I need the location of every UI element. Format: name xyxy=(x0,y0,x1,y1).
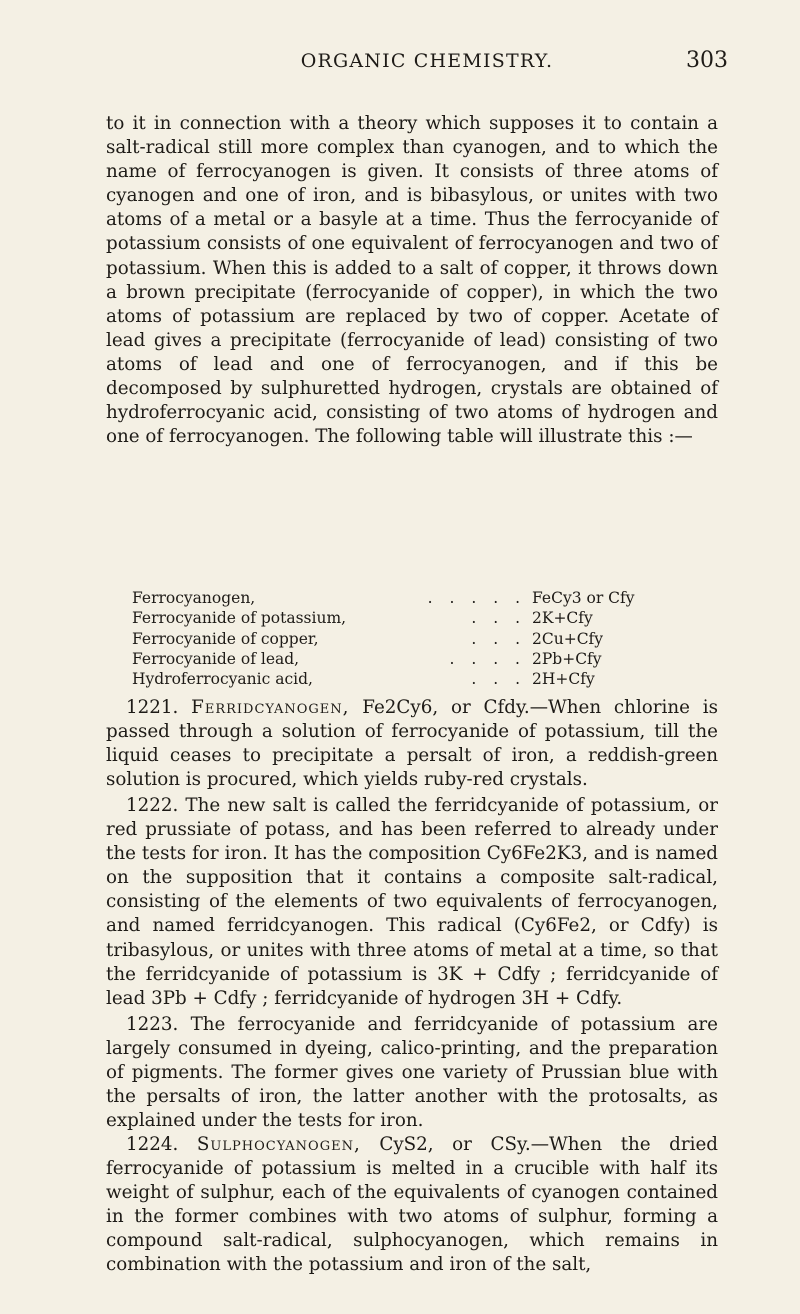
leader-dots: . . . . xyxy=(449,649,526,668)
paragraph-text: 1222. The new salt is called the ferridcyanide of potassium, or red prussiate of potass, and has been referred to already under the tests for iron. It has the composition Cy6Fe2K3, and is named on the supposition that it contains a composite salt-radical, consisting of the elements of two equivalents of ferrocyanogen, and named ferridcyanogen. This radical (Cy6Fe2, or Cdfy) is tribasylous, or unites with three atoms of metal at a time, so that the ferridcyanide of potassium is 3K + Cdfy ; ferridcyanide of lead 3Pb + Cdfy ; ferridcyanide of hydrogen 3H + Cdfy. xyxy=(106,795,718,1009)
compound-formula: 2Cu+Cfy xyxy=(532,629,604,648)
paragraph-1224 xyxy=(106,1133,718,1278)
compound-name: Ferrocyanide of lead, xyxy=(132,649,300,668)
leader-dots: . . . xyxy=(471,629,526,648)
paragraph-1222 xyxy=(106,794,718,1011)
leader-dots: . . . xyxy=(471,670,526,689)
compound-formula: 2K+Cfy xyxy=(532,609,593,628)
table-row xyxy=(132,649,722,669)
section-heading: Ferridcyanogen, xyxy=(191,697,350,718)
paragraph-number: 1224. xyxy=(126,1134,179,1155)
leader-dots: . . . . . xyxy=(427,589,526,607)
table-row xyxy=(132,629,722,649)
compound-name: Ferrocyanogen, xyxy=(132,589,256,607)
paragraph-text: 1223. The ferrocyanide and ferridcyanide of potassium are largely consumed in dyeing, calico-printing, and the preparation of pigments. The former gives one variety of Prussian blue with the persalts of iron, the latter another with the protosalts, as explained under the tests for iron. xyxy=(106,1014,718,1132)
ferrocyanide-table xyxy=(132,588,722,689)
paragraph-number: 1221. xyxy=(126,697,179,718)
compound-formula: 2Pb+Cfy xyxy=(532,649,602,668)
compound-formula: FeCy3 or Cfy xyxy=(532,589,635,607)
compound-name: Ferrocyanide of potassium, xyxy=(132,609,347,628)
compound-formula: 2H+Cfy xyxy=(532,670,595,689)
compound-name: Hydroferrocyanic acid, xyxy=(132,670,313,689)
page-header xyxy=(122,44,732,84)
paragraph-text: CyS2, or CSy.—When the dried ferrocyanide of potassium is melted in a crucible with half its weight of sulphur, each of the equivalents of cyanogen contained in the former combines with two atoms of sulphur, forming a compound salt-radical, sulphocyanogen, which remains in combination with the potassium and iron of the salt, xyxy=(106,1134,718,1276)
leader-dots: . . . xyxy=(471,609,526,628)
compound-name: Ferrocyanide of copper, xyxy=(132,629,319,648)
intro-paragraph xyxy=(106,112,718,449)
table-row xyxy=(132,588,722,608)
intro-paragraph-text: to it in connection with a theory which supposes it to contain a salt-radical still more complex than cyanogen, and to which the name of ferrocyanogen is given. It consists of three atoms of cyanogen and one of iron, and is bibasylous, or unites with two atoms of a metal or a basyle at a time. Thus the ferrocyanide of potassium consists of one equivalent of ferrocyanogen and two of potassium. When this is added to a salt of copper, it throws down a brown precipitate (ferrocyanide of copper), in which the two atoms of potassium are replaced by two of copper. Acetate of lead gives a precipitate (ferrocyanide of lead) consisting of two atoms of lead and one of ferrocyanogen, and if this be decomposed by sulphuretted hydrogen, crystals are obtained of hydroferrocyanic acid, consisting of two atoms of hydrogen and one of ferrocyanogen. The following table will illustrate this :— xyxy=(106,113,718,448)
section-heading: Sulphocyanogen, xyxy=(196,1134,361,1155)
paragraph-1223 xyxy=(106,1013,718,1133)
paragraph-1221 xyxy=(106,696,718,792)
table-row xyxy=(132,669,722,689)
paragraph-text: Fe2Cy6, or Cfdy.—When chlorine is passed through a solution of ferrocyanide of potassium, till the liquid ceases to precipitate a persalt of iron, a reddish-green solution is procured, which yields ruby-red crystals. xyxy=(106,697,719,791)
running-head: ORGANIC CHEMISTRY. xyxy=(300,50,554,72)
table-row xyxy=(132,608,722,628)
page-number: 303 xyxy=(686,48,728,73)
